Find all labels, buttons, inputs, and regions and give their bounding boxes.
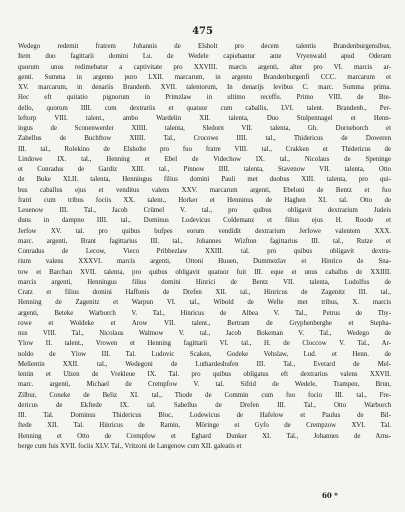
text-line: berge cum fuis XVII. fociis XLV. Tal., Vritzoni de Langenow cum XII. galeatis et [18, 442, 242, 450]
text-line: Zilbur, Coneke de Beliz XI. tal., Thode de Commin cum fuo focio III. tal., Fre- [18, 391, 391, 399]
text-line: Cratz et filius domini Haffonis de Drefen XII. tal., Hinricus de Zagenitz III. tal., [18, 289, 391, 296]
text-line: marc. argenti, Michael de Crempfow V. tal. Sifrid de Wedele, Trampen, Brun, [18, 381, 391, 389]
text-line: de Buke XLII. talenta, Henningus filius domini Pauli met duobus XIII. talenta, pro qui- [18, 176, 391, 184]
text-line: III. Tal. Dominus Thidericus Bloc, Lodewicus de Hafelow et Paulus de Bil- [18, 412, 391, 419]
text-line: Lindowe IX. tal., Henning et Ebel de Videchow IX. tal., Nicolaus de Speninge [18, 155, 391, 163]
text-line: rium valens XXXVI. marcis argenti, Ottoni Huuen, Dummezlav et Hinrico de Sna- [18, 258, 391, 266]
text-line: dello, quorum IIII. cum dextrariis et quatuor cum caballis, LVI. talent. Brandenb., Per- [18, 104, 391, 112]
document-text [18, 42, 391, 452]
text-line: III. tal., Rolekino de Elsholte pro fuo fratre VIII. tal., Crakken et Thidericus de [18, 145, 391, 153]
text-line: lentin et Ulzen de Vrekleue IX. Tal. pro quibus obligatus eft dextrarius valens XXVII. [18, 371, 391, 378]
text-line: XV. marcarum, in denariis Brandenb. XVII. talentorum, In denarijs levibus C. marc. Summa prima. [18, 84, 391, 91]
text-line: quorum unus redimebatur a captivitate pro XXVIII. marcis argenti, alter pro VI. marcis ar- [18, 63, 391, 71]
text-line: marc. argenti, Brant fagittarius III. tal., Johannes Wizfton fagittarius III. tal., Rutze et [18, 237, 391, 245]
text-line: genti. Summa in argento puro LXII. marcarum, in argento Brandenburgenfi CCC. marcarum et [18, 73, 391, 81]
text-line: marcis argenti, Henningus filius domini Hinrici de Bentz VII. talenta, Ludolfus de [18, 278, 391, 286]
text-line: Jerfow XV. tal. pro quibus bufpes eorum vendidit dextrarium Jerfowe valentem XXX. [18, 227, 391, 235]
text-line: Wedego redemit fratrem Johannis de Elsholt pro decem talentis Brandenburgensibus, [18, 43, 391, 50]
text-line: Hec eft quitatio pignorum in Primzlaw in ultimo receffu. Primo VIII. de Bre- [18, 94, 391, 102]
text-line: noldo de Ylow III. Tal. Ludovic Scaken, Godeke Vehslaw, Lud. et Henn. de [18, 350, 391, 358]
text-line: argenti, Beteke Warborch V. Tal., Hinricus de Albea V. Tal., Petrus de Thy- [18, 309, 391, 317]
text-line: Item duo fagittarii domini Lu. de Wedele capiebantur ante Vryenwald apud Oderam [18, 53, 391, 61]
text-line: Zabellus de Buchftow XIIII. Tal., Crocowe IIII. tal., Thidericus de Doweren [18, 135, 391, 143]
text-line: Mellentin XXII. tal., Wedegoni de Luthardeshufen III. Tal., Everard de Mel- [18, 360, 391, 368]
text-line: Henning et Otto de Crempfow et Eghard Dunker XI. Tal., Johannes de Arns- [18, 432, 391, 440]
text-line: Ylow II. talent., Vrowen et Henning fagittarii VI. tal., H. de Cloccow V. Tal., Ar- [18, 340, 391, 348]
text-line: ftede XII. Tal. Hinricus de Ramin, Möringe et Gyfo de Crempzow XVI. Tal. [18, 422, 391, 430]
text-line: ingus de Sconenwerder XIIII. talenta, Sledorn VII. talenta, Gh. Dorneborch et [18, 125, 391, 132]
text-line: tow et Barchan XVII. talenta, pro quibus obligavit quatuor fuit III. eque et unus caballus de XXIIII. [18, 268, 391, 276]
page-number: 475 [192, 26, 213, 37]
text-line: Conradus de Lecow, Vieco Pribbezlaw XXIII. tal. pro quibus obligavit dextra- [18, 248, 391, 255]
signature-mark: 60 * [322, 491, 338, 500]
text-line: Henning de Zagenitz et Warpun VI. tal., Wibold de Wefte met tribus, X. marcis [18, 299, 391, 307]
text-line: leftorp VIII. talent., ambo Wardelin XII. talenta, Duo Stulpennagel et Henn- [18, 114, 391, 122]
text-line: duns in dampno IIII. tal., Dominus Lodevicus Coldemanz et filius ejus H. Roode et [18, 217, 391, 225]
text-line: rowe et Woldeke et Arow VII. talent., Bertram de Gryphenberghe et Stepha- [18, 319, 391, 327]
text-line: Leuenow III. Tal., Jacob Crümel V. tal., pro quibus obligavit dextrarium Judeis [18, 207, 391, 214]
text-line: bus caballus ejus et venditus valens XXV. marcarum argenti, Ebeloni de Bentz et fuo [18, 186, 391, 194]
text-line: et Conradus de Gardiz XIII. tal., Pinnow IIII. talenta, Stavenow VII. talenta, Otto [18, 166, 391, 173]
text-line: dericus de Ekftede IX. tal. Sabellus de Drefen III. Tal., Otto Warborch [18, 401, 391, 409]
text-line: nus VIII. Tal., Nicolaus Walmow V. tal., Jacob Bokeman V. Tal., Wedego de [18, 330, 391, 337]
text-line: fratri cum tribus fociis XX. talent., Horker et Henninus de Haghen XI. tal. Otto de [18, 196, 391, 204]
